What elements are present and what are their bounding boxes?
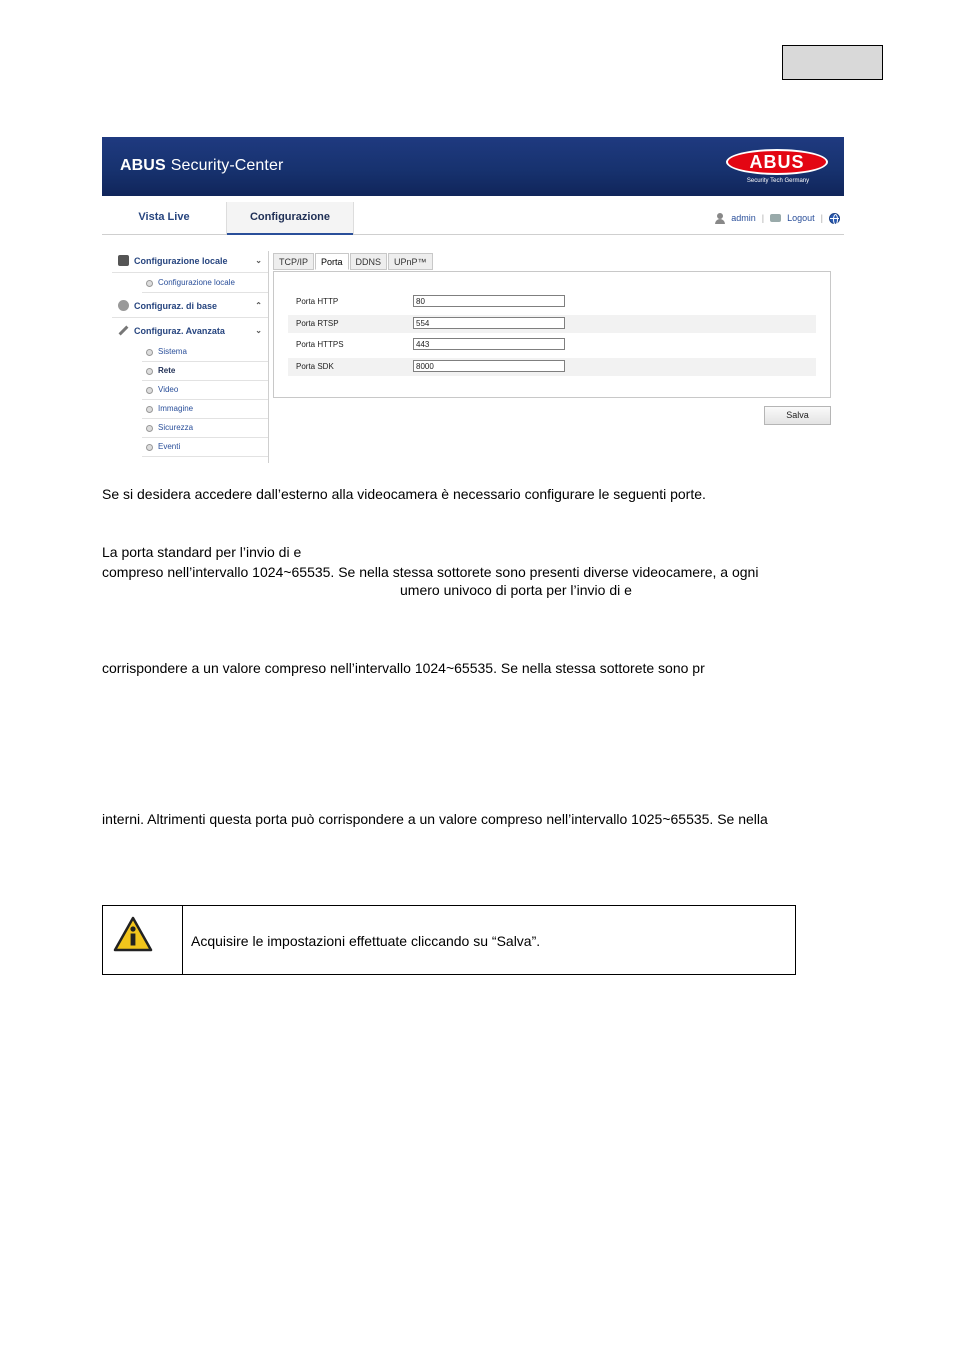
logout-link[interactable]: Logout: [787, 213, 815, 223]
sidebar-item-label: Sistema: [158, 347, 187, 356]
tab-ddns[interactable]: DDNS: [350, 253, 388, 270]
chevron-down-icon: ⌄: [255, 326, 262, 335]
tab-tcpip[interactable]: TCP/IP: [273, 253, 314, 270]
sidebar-section-label: Configurazione locale: [134, 256, 228, 266]
globe-icon[interactable]: [829, 213, 840, 224]
sdk-port-input[interactable]: 8000: [413, 360, 565, 372]
port-settings-panel: [273, 271, 831, 398]
separator: |: [761, 213, 765, 223]
sidebar-section-label: Configuraz. Avanzata: [134, 326, 225, 336]
bullet-icon: [146, 406, 153, 413]
paragraph-line: La porta standard per l’invio di e: [102, 544, 302, 560]
wrench-icon: [118, 325, 129, 336]
bullet-icon: [146, 349, 153, 356]
app-title-text: Security-Center: [170, 157, 284, 174]
paragraph-line: corrispondere a un valore compreso nell’intervallo 1024~65535. Se nella stessa sottorete sono pr: [102, 660, 705, 676]
rtsp-port-input[interactable]: 554: [413, 317, 565, 329]
bullet-icon: [146, 280, 153, 287]
tab-port[interactable]: Porta: [315, 253, 349, 270]
http-port-input[interactable]: 80: [413, 295, 565, 307]
paragraph-line: umero univoco di porta per l’invio di e: [400, 582, 632, 598]
monitor-icon: [118, 255, 129, 266]
note-icon-cell: [103, 906, 183, 974]
sidebar-item-events[interactable]: [142, 438, 268, 457]
row-http-port: [288, 293, 816, 311]
abus-logo: [726, 149, 828, 175]
tab-live-view[interactable]: Vista Live: [138, 211, 190, 223]
sidebar-item-local-config[interactable]: [142, 274, 268, 293]
app-title: [120, 157, 283, 175]
chevron-down-icon: ⌄: [255, 256, 262, 265]
warning-info-icon: [113, 916, 153, 953]
sidebar-item-video[interactable]: [142, 381, 268, 400]
bullet-icon: [146, 368, 153, 375]
gear-icon: [118, 300, 129, 311]
https-port-input[interactable]: 443: [413, 338, 565, 350]
bullet-icon: [146, 444, 153, 451]
sidebar-item-security[interactable]: [142, 419, 268, 438]
main-menu: [102, 202, 844, 235]
user-area: [715, 211, 840, 225]
note-text: Acquisire le impostazioni effettuate cliccando su “Salva”.: [191, 933, 541, 949]
sidebar-item-image[interactable]: [142, 400, 268, 419]
app-title-brand: ABUS: [120, 157, 166, 174]
web-interface-screenshot: [102, 137, 844, 465]
network-tabs: [273, 253, 434, 271]
row-rtsp-port: [288, 315, 816, 333]
https-port-label: Porta HTTPS: [296, 340, 344, 349]
logo-subtitle: Security Tech Germany: [746, 178, 810, 184]
sidebar-section-local-config[interactable]: [112, 251, 268, 273]
logout-icon[interactable]: [770, 214, 781, 222]
page-language-tag: [782, 45, 883, 80]
rtsp-port-label: Porta RTSP: [296, 319, 339, 328]
sidebar: [112, 251, 269, 463]
user-icon: [715, 213, 725, 224]
save-button[interactable]: Salva: [764, 406, 831, 425]
sidebar-item-network[interactable]: [142, 362, 268, 381]
paragraph-intro: Se si desidera accedere dall’esterno alla videocamera è necessario configurare le seguenti porte.: [102, 486, 706, 502]
tab-upnp[interactable]: UPnP™: [388, 253, 433, 270]
sidebar-section-label: Configuraz. di base: [134, 301, 218, 311]
abus-logo-text: ABUS: [749, 151, 805, 172]
sidebar-section-basic-config[interactable]: [112, 296, 268, 318]
info-note: [102, 905, 796, 975]
username-link[interactable]: admin: [731, 213, 756, 223]
separator: |: [820, 213, 823, 223]
row-https-port: [288, 336, 816, 354]
paragraph-line: interni. Altrimenti questa porta può corrispondere a un valore compreso nell’intervallo 1025~65535. Se nella: [102, 811, 768, 827]
header-banner: [102, 137, 844, 196]
sidebar-item-label: Immagine: [158, 404, 194, 413]
sidebar-item-label: Sicurezza: [158, 423, 194, 432]
sidebar-item-label: Rete: [158, 366, 176, 375]
tab-configuration[interactable]: Configurazione: [226, 202, 354, 234]
bullet-icon: [146, 425, 153, 432]
bullet-icon: [146, 387, 153, 394]
http-port-label: Porta HTTP: [296, 297, 339, 306]
sidebar-item-system[interactable]: [142, 343, 268, 362]
sidebar-section-advanced-config[interactable]: [112, 321, 268, 343]
sidebar-item-label: Configurazione locale: [158, 278, 235, 287]
chevron-up-icon: ⌃: [255, 301, 262, 310]
sidebar-item-label: Eventi: [158, 442, 181, 451]
row-sdk-port: [288, 358, 816, 376]
sdk-port-label: Porta SDK: [296, 362, 334, 371]
sidebar-item-label: Video: [158, 385, 179, 394]
paragraph-line: compreso nell’intervallo 1024~65535. Se nella stessa sottorete sono presenti diverse videocamere, a ogni: [102, 564, 759, 580]
